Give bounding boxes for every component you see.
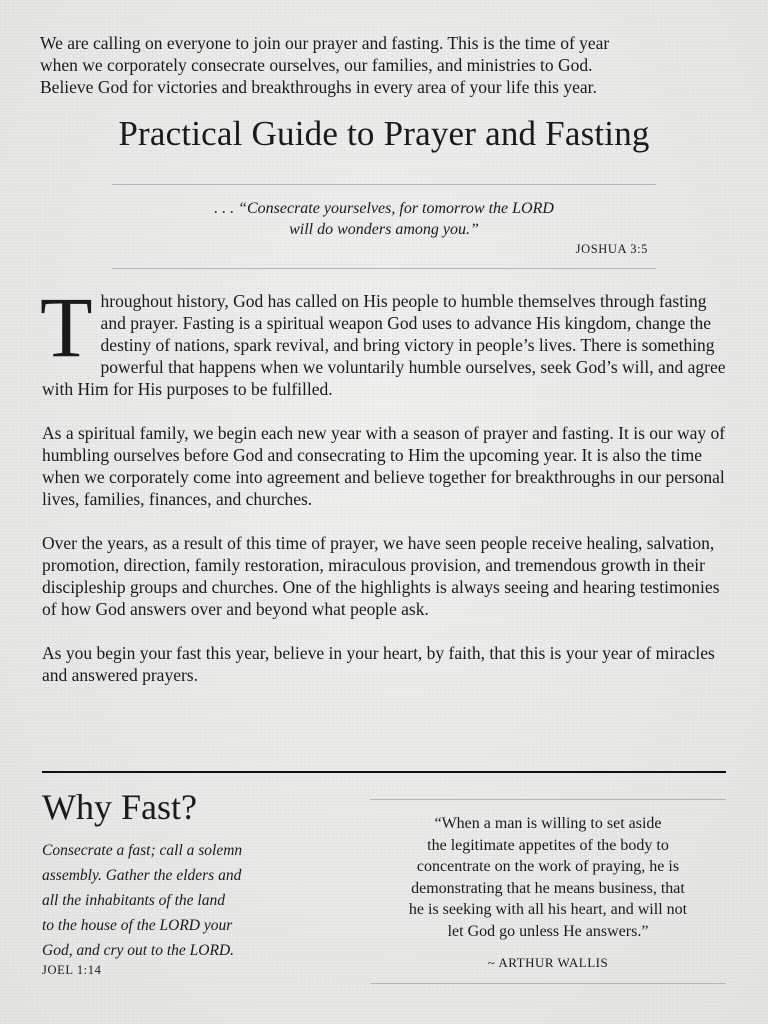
intro-line: We are calling on everyone to join our prayer and fasting. This is the time of year xyxy=(40,33,610,53)
scripture-top-divider xyxy=(112,184,656,185)
intro-line: when we corporately consecrate ourselves, our families, and ministries to God. xyxy=(40,55,593,75)
body-paragraph-3: Over the years, as a result of this time of prayer, we have seen people receive healing, salvation, promotion, direction, family restoration, miraculous provision, and tremendous growth in their discipleship groups and churches. One of the highlights is always seeing and hearing testimonies of how God answers over and beyond what people ask. xyxy=(42,533,720,619)
verse-line: to the house of the LORD your xyxy=(42,917,233,934)
verse-line: Consecrate a fast; call a solemn xyxy=(42,842,243,859)
quote-bottom-divider xyxy=(370,983,726,984)
quote-line: the legitimate appetites of the body to xyxy=(427,836,669,854)
section-divider xyxy=(42,771,726,773)
intro-line: Believe God for victories and breakthroughs in every area of your life this year. xyxy=(40,77,597,97)
body-paragraph-2: As a spiritual family, we begin each new year with a season of prayer and fasting. It is our way of humbling ourselves before God and consecrating to Him the upcoming year. It is also the time when we corporately come into agreement and believe together for breakthroughs in our personal lives, families, finances, and churches. xyxy=(42,423,726,509)
quote-top-divider xyxy=(370,799,726,800)
quote-line: concentrate on the work of praying, he is xyxy=(416,858,680,875)
paragraph-text: hroughout history, God has called on His people to humble themselves through fasting and prayer. Fasting is a spiritual weapon God uses to advance His kingdom, change the destiny of nations, spark revival, and bring victory in people’s lives. There is something powerful that happens when we voluntarily humble ourselves, seek God’s will, and agree with Him for His purposes to be fulfilled. xyxy=(42,291,726,399)
pull-quote xyxy=(370,813,726,942)
quote-line: he is seeking with all his heart, and will not xyxy=(408,901,688,918)
scripture-line: will do wonders among you.” xyxy=(289,221,479,238)
why-fast-verse xyxy=(42,838,292,963)
verse-line: all the inhabitants of the land xyxy=(42,892,225,909)
scripture-bottom-divider xyxy=(112,268,656,269)
verse-line: God, and cry out to the LORD. xyxy=(42,942,235,959)
why-fast-reference: JOEL 1:14 xyxy=(42,963,102,977)
verse-line: assembly. Gather the elders and xyxy=(42,867,242,884)
scripture-reference: JOSHUA 3:5 xyxy=(575,242,648,256)
body-paragraph-4: As you begin your fast this year, believe in your heart, by faith, that this is your year of miracles and answered prayers. xyxy=(42,643,715,685)
scripture-line: . . . “Consecrate yourselves, for tomorrow the LORD xyxy=(214,200,554,217)
why-fast-heading: Why Fast? xyxy=(42,787,197,827)
body-text xyxy=(40,279,732,708)
quote-line: “When a man is willing to set aside xyxy=(434,815,662,832)
quote-author: ~ ARTHUR WALLIS xyxy=(487,955,609,970)
body-paragraph-1 xyxy=(40,279,732,400)
scripture-block xyxy=(112,198,656,257)
quote-line: demonstrating that he means business, that xyxy=(411,879,685,897)
quote-line: let God go unless He answers.” xyxy=(447,922,649,940)
scripture-quote xyxy=(112,198,656,240)
page-title: Practical Guide to Prayer and Fasting xyxy=(118,114,650,153)
drop-cap: T xyxy=(40,279,93,375)
intro-paragraph xyxy=(40,32,740,98)
